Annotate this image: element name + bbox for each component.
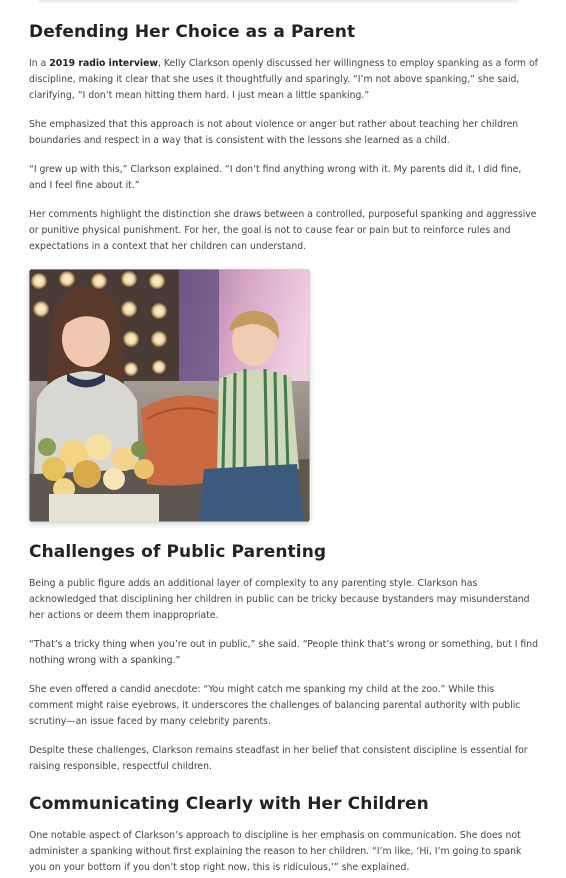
paragraph-text: , Kelly Clarkson openly discussed her willingness to employ spanking as a form of discipline, making it clear that she uses it thoughtfully and sparingly. “I’m not above spanking,” she said, clarifying, “I don’t mean hitting them hard. I just mean a little spanking.”	[29, 58, 538, 101]
paragraph	[29, 56, 539, 104]
paragraph: “That’s a tricky thing when you’re out in public,” she said. “People think that’s wrong or something, but I find nothing wrong with a spanking.”	[29, 639, 539, 666]
radio-interview-link[interactable]: 2019 radio interview	[49, 58, 158, 69]
paragraph: She emphasized that this approach is not about violence or anger but rather about teaching her children boundaries and respect in a way that is consistent with the lessons she learned as a child.	[29, 119, 519, 146]
photo-wrapper	[29, 269, 539, 522]
header-shadow	[38, 0, 518, 4]
article-photo	[29, 269, 310, 522]
paragraph: She even offered a candid anecdote: “You might catch me spanking my child at the zoo.” While this comment might raise eyebrows, it underscores the challenges of balancing parental authority with public scrutiny—an issue faced by many celebrity parents.	[29, 684, 521, 727]
section-heading-defending: Defending Her Choice as a Parent	[29, 22, 356, 42]
section-heading-communicating: Communicating Clearly with Her Children	[29, 794, 429, 814]
paragraph: “I grew up with this,” Clarkson explained. “I don’t find anything wrong with it. My parents did it, I did fine, and I feel fine about it.”	[29, 164, 522, 191]
section-heading-public-parenting: Challenges of Public Parenting	[29, 542, 327, 562]
paragraph: Despite these challenges, Clarkson remains steadfast in her belief that consistent discipline is essential for raising responsible, respectful children.	[29, 745, 528, 772]
article-body	[29, 20, 539, 876]
paragraph: Her comments highlight the distinction she draws between a controlled, purposeful spanking and aggressive or punitive physical punishment. For her, the goal is not to cause fear or pain but to reinforce rules and expectations in a context that her children can understand.	[29, 209, 537, 252]
paragraph: One notable aspect of Clarkson’s approach to discipline is her emphasis on communication. She does not administer a spanking without first explaining the reason to her children. “I’m like, ‘Hi, I’m going to spank you on your bottom if you don’t stop right now, this is ridiculous,’” she explained.	[29, 830, 522, 873]
paragraph: Being a public figure adds an additional layer of complexity to any parenting style. Clarkson has acknowledged that disciplining her children in public can be tricky because bystanders may misunderstand her actions or deem them inappropriate.	[29, 578, 530, 621]
paragraph-text: In a	[29, 58, 50, 69]
